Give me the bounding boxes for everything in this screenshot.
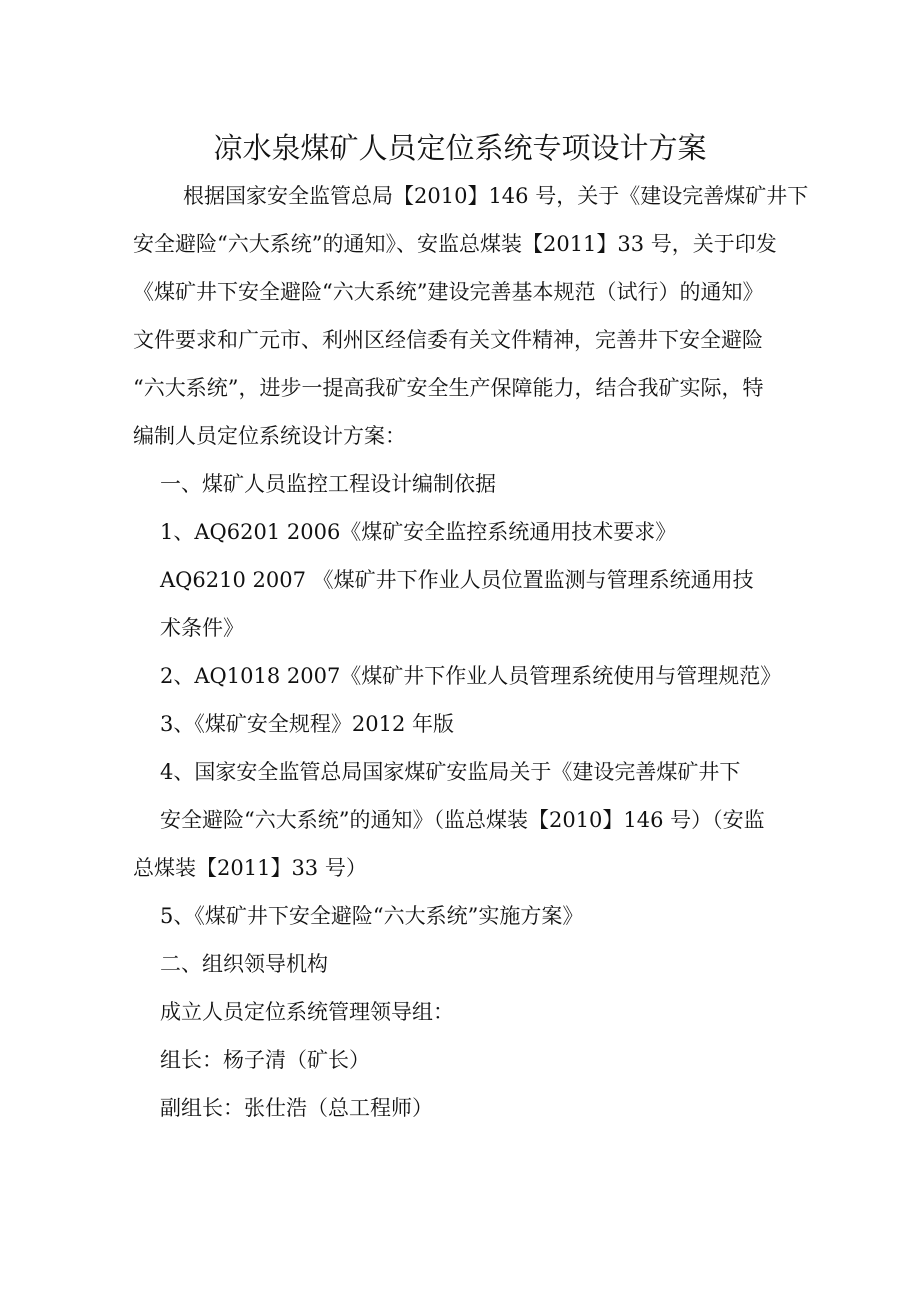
reference-item-3: 3、《煤矿安全规程》2012 年版: [160, 712, 454, 736]
body-line-6: 编制人员定位系统设计方案：: [133, 424, 406, 448]
body-line-4: 文件要求和广元市、利州区经信委有关文件精神，完善井下安全避险: [133, 328, 763, 352]
reference-item-5: 5、《煤矿井下安全避险“六大系统”实施方案》: [160, 904, 584, 928]
reference-item-4-cont2: 总煤装【2011】33 号）: [133, 856, 367, 880]
org-deputy-leader: 副组长：张仕浩（总工程师）: [160, 1096, 433, 1120]
body-line-5: “六大系统”，进步一提高我矿安全生产保障能力，结合我矿实际，特: [133, 376, 764, 400]
body-line-1: 根据国家安全监管总局【2010】146 号，关于《建设完善煤矿井下: [183, 184, 809, 208]
document-title: 凉水泉煤矿人员定位系统专项设计方案: [213, 131, 707, 165]
org-leader: 组长：杨子清（矿长）: [160, 1048, 370, 1072]
reference-item-1: 1、AQ6201 2006《煤矿安全监控系统通用技术要求》: [160, 520, 677, 544]
section-heading-1: 一、煤矿人员监控工程设计编制依据: [160, 472, 496, 496]
reference-item-1b-cont: 术条件》: [160, 616, 244, 640]
reference-item-2: 2、AQ1018 2007《煤矿井下作业人员管理系统使用与管理规范》: [160, 664, 782, 688]
body-line-3: 《煤矿井下安全避险“六大系统”建设完善基本规范（试行）的通知》: [133, 280, 764, 304]
reference-item-1b: AQ6210 2007 《煤矿井下作业人员位置监测与管理系统通用技: [160, 568, 754, 592]
section-heading-2: 二、组织领导机构: [160, 952, 328, 976]
reference-item-4: 4、国家安全监管总局国家煤矿安监局关于《建设完善煤矿井下: [160, 760, 741, 784]
org-intro: 成立人员定位系统管理领导组：: [160, 1000, 454, 1024]
body-line-2: 安全避险“六大系统”的通知》、安监总煤装【2011】33 号，关于印发: [133, 232, 777, 256]
reference-item-4-cont: 安全避险“六大系统”的通知》（监总煤装【2010】146 号）（安监: [160, 808, 765, 832]
